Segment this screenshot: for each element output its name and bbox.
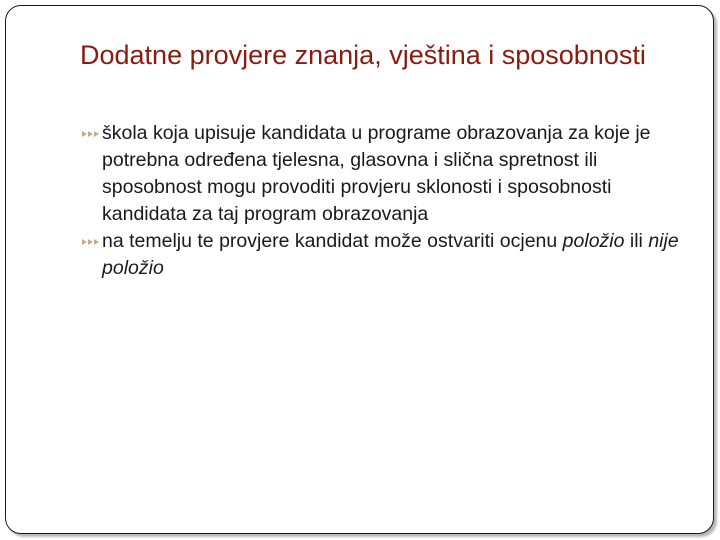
bullet-text-part: na temelju te provjere kandidat može ostvariti ocjenu [102,230,563,252]
bullet-text [102,230,679,279]
slide-content [80,120,700,282]
slide [5,5,714,534]
bullet-text: škola koja upisuje kandidata u programe obrazovanja za koje je potrebna određena tjelesna, glasovna i slična spretnost ili sposobnost mogu provoditi provjeru sklonosti i sposobnosti kandidata za taj program obrazovanja [102,122,651,225]
italic-term-not-passed: nije položio [102,230,679,279]
italic-term-passed: položio [562,230,625,252]
bullet-item [80,120,700,228]
slide-title: Dodatne provjere znanja, vještina i sposobnosti [80,40,646,70]
arrow-bullet-icon [81,129,99,139]
bullet-item [80,228,700,282]
bullet-text-part: ili [624,230,649,252]
arrow-bullet-icon [81,237,99,247]
